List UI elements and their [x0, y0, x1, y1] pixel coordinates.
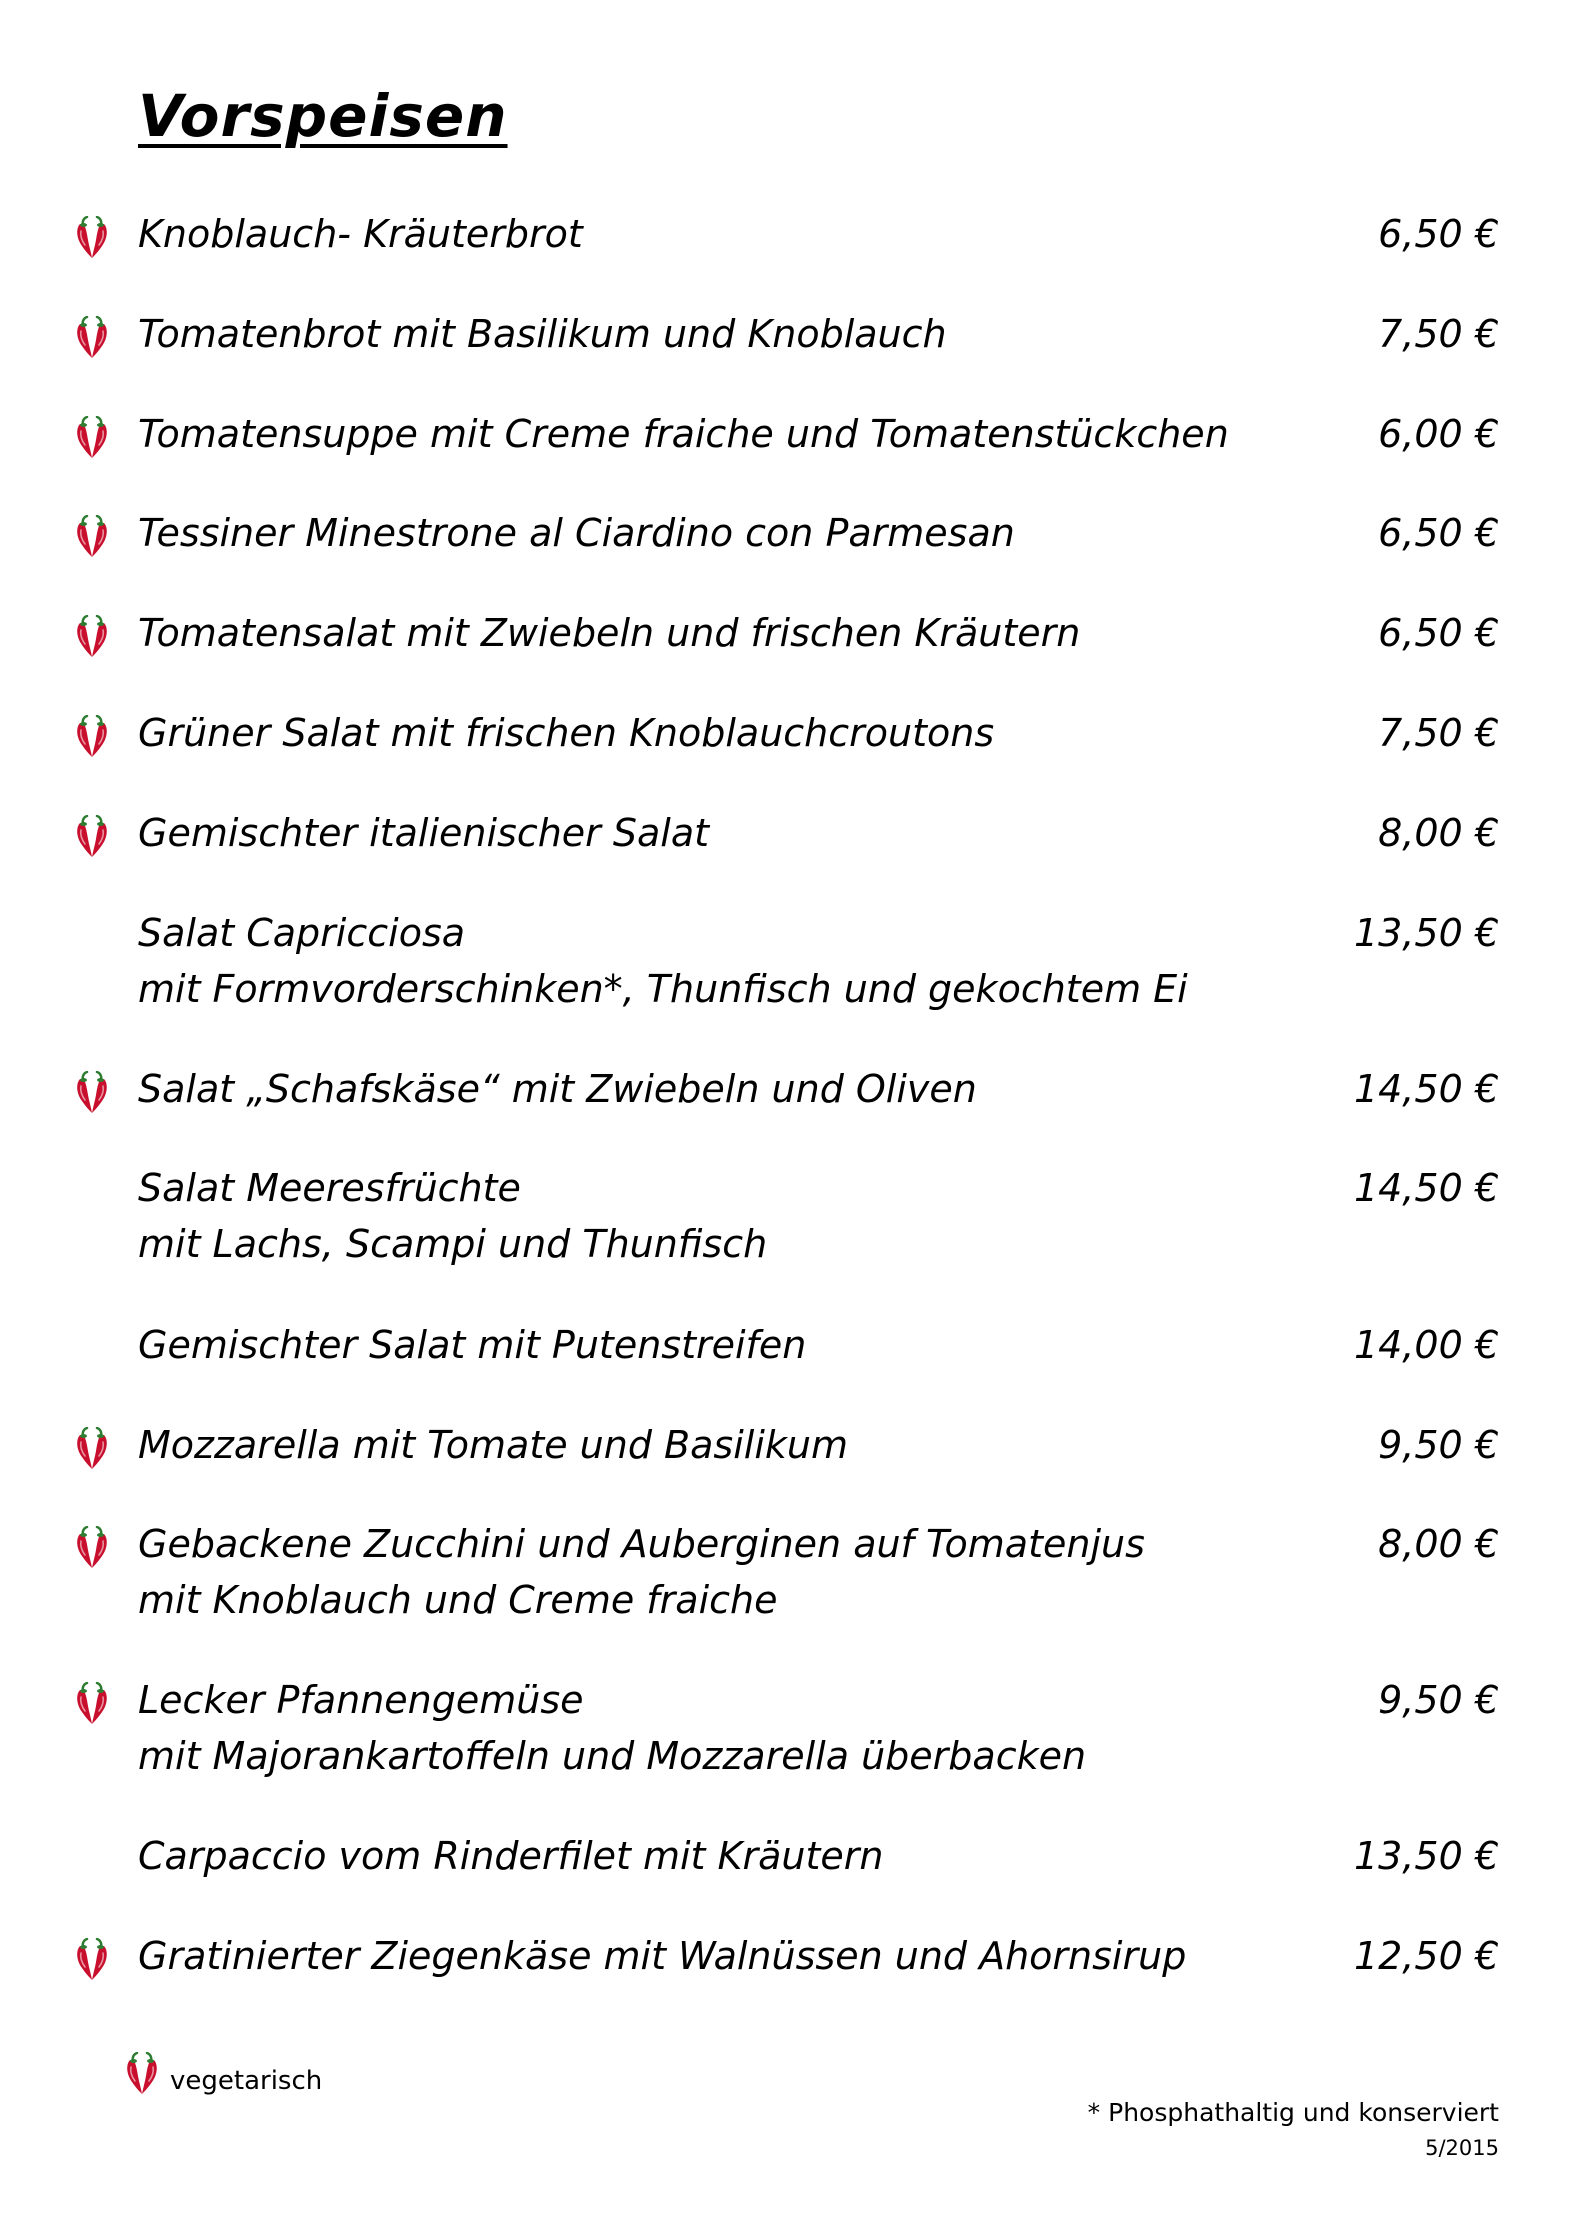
menu-item-price: 6,50 € [1378, 511, 1499, 555]
menu-item-name: Salat „Schafskäse“ mit Zwiebeln und Oliven [138, 1067, 977, 1111]
menu-item-description: mit Lachs, Scampi und Thunfisch [138, 1222, 768, 1266]
menu-item-price: 6,50 € [1378, 212, 1499, 256]
chili-pepper-icon [72, 1071, 112, 1115]
menu-item-name: Tomatensalat mit Zwiebeln und frischen Kräutern [138, 611, 1081, 655]
menu-item-name: Gratinierter Ziegenkäse mit Walnüssen und Ahornsirup [138, 1934, 1187, 1978]
page-title: Vorspeisen [138, 82, 508, 150]
menu-item-name: Tomatensuppe mit Creme fraiche und Tomatenstückchen [138, 412, 1229, 456]
chili-pepper-icon [72, 815, 112, 859]
menu-item-name: Lecker Pfannengemüse [138, 1678, 584, 1722]
menu-item-price: 7,50 € [1378, 711, 1499, 755]
chili-pepper-icon [72, 715, 112, 759]
menu-item-description: mit Formvorderschinken*, Thunfisch und gekochtem Ei [138, 967, 1188, 1011]
footnote: * Phosphathaltig und konserviert [1087, 2098, 1499, 2127]
chili-pepper-icon [72, 1427, 112, 1471]
menu-item-name: Salat Meeresfrüchte [138, 1166, 521, 1210]
menu-item-name: Knoblauch- Kräuterbrot [138, 212, 583, 256]
menu-item-price: 8,00 € [1378, 1522, 1499, 1566]
menu-item-name: Tomatenbrot mit Basilikum und Knoblauch [138, 312, 947, 356]
chili-pepper-icon [72, 1682, 112, 1726]
menu-item-description: mit Majorankartoffeln und Mozzarella überbacken [138, 1734, 1087, 1778]
chili-pepper-icon [72, 515, 112, 559]
menu-item-name: Gemischter italienischer Salat [138, 811, 710, 855]
menu-item-price: 13,50 € [1353, 1834, 1499, 1878]
menu-item-price: 6,00 € [1378, 412, 1499, 456]
menu-item-name: Salat Capricciosa [138, 911, 466, 955]
menu-item-price: 9,50 € [1378, 1423, 1499, 1467]
menu-item-price: 8,00 € [1378, 811, 1499, 855]
menu-item-name: Gebackene Zucchini und Auberginen auf Tomatenjus [138, 1522, 1145, 1566]
menu-item-price: 7,50 € [1378, 312, 1499, 356]
chili-pepper-icon [72, 216, 112, 260]
menu-item-name: Grüner Salat mit frischen Knoblauchcroutons [138, 711, 995, 755]
date-stamp: 5/2015 [1425, 2136, 1499, 2160]
menu-item-price: 9,50 € [1378, 1678, 1499, 1722]
menu-item-price: 6,50 € [1378, 611, 1499, 655]
menu-item-price: 14,00 € [1353, 1323, 1499, 1367]
chili-pepper-icon [122, 2052, 162, 2096]
menu-item-name: Mozzarella mit Tomate und Basilikum [138, 1423, 848, 1467]
menu-item-price: 12,50 € [1353, 1934, 1499, 1978]
chili-pepper-icon [72, 1526, 112, 1570]
menu-item-name: Tessiner Minestrone al Ciardino con Parmesan [138, 511, 1015, 555]
chili-pepper-icon [72, 316, 112, 360]
menu-item-description: mit Knoblauch und Creme fraiche [138, 1578, 778, 1622]
legend-label: vegetarisch [170, 2066, 323, 2096]
menu-item-name: Gemischter Salat mit Putenstreifen [138, 1323, 807, 1367]
menu-item-price: 13,50 € [1353, 911, 1499, 955]
menu-item-price: 14,50 € [1353, 1067, 1499, 1111]
menu-item-name: Carpaccio vom Rinderfilet mit Kräutern [138, 1834, 884, 1878]
chili-pepper-icon [72, 1938, 112, 1982]
chili-pepper-icon [72, 615, 112, 659]
menu-item-price: 14,50 € [1353, 1166, 1499, 1210]
chili-pepper-icon [72, 416, 112, 460]
